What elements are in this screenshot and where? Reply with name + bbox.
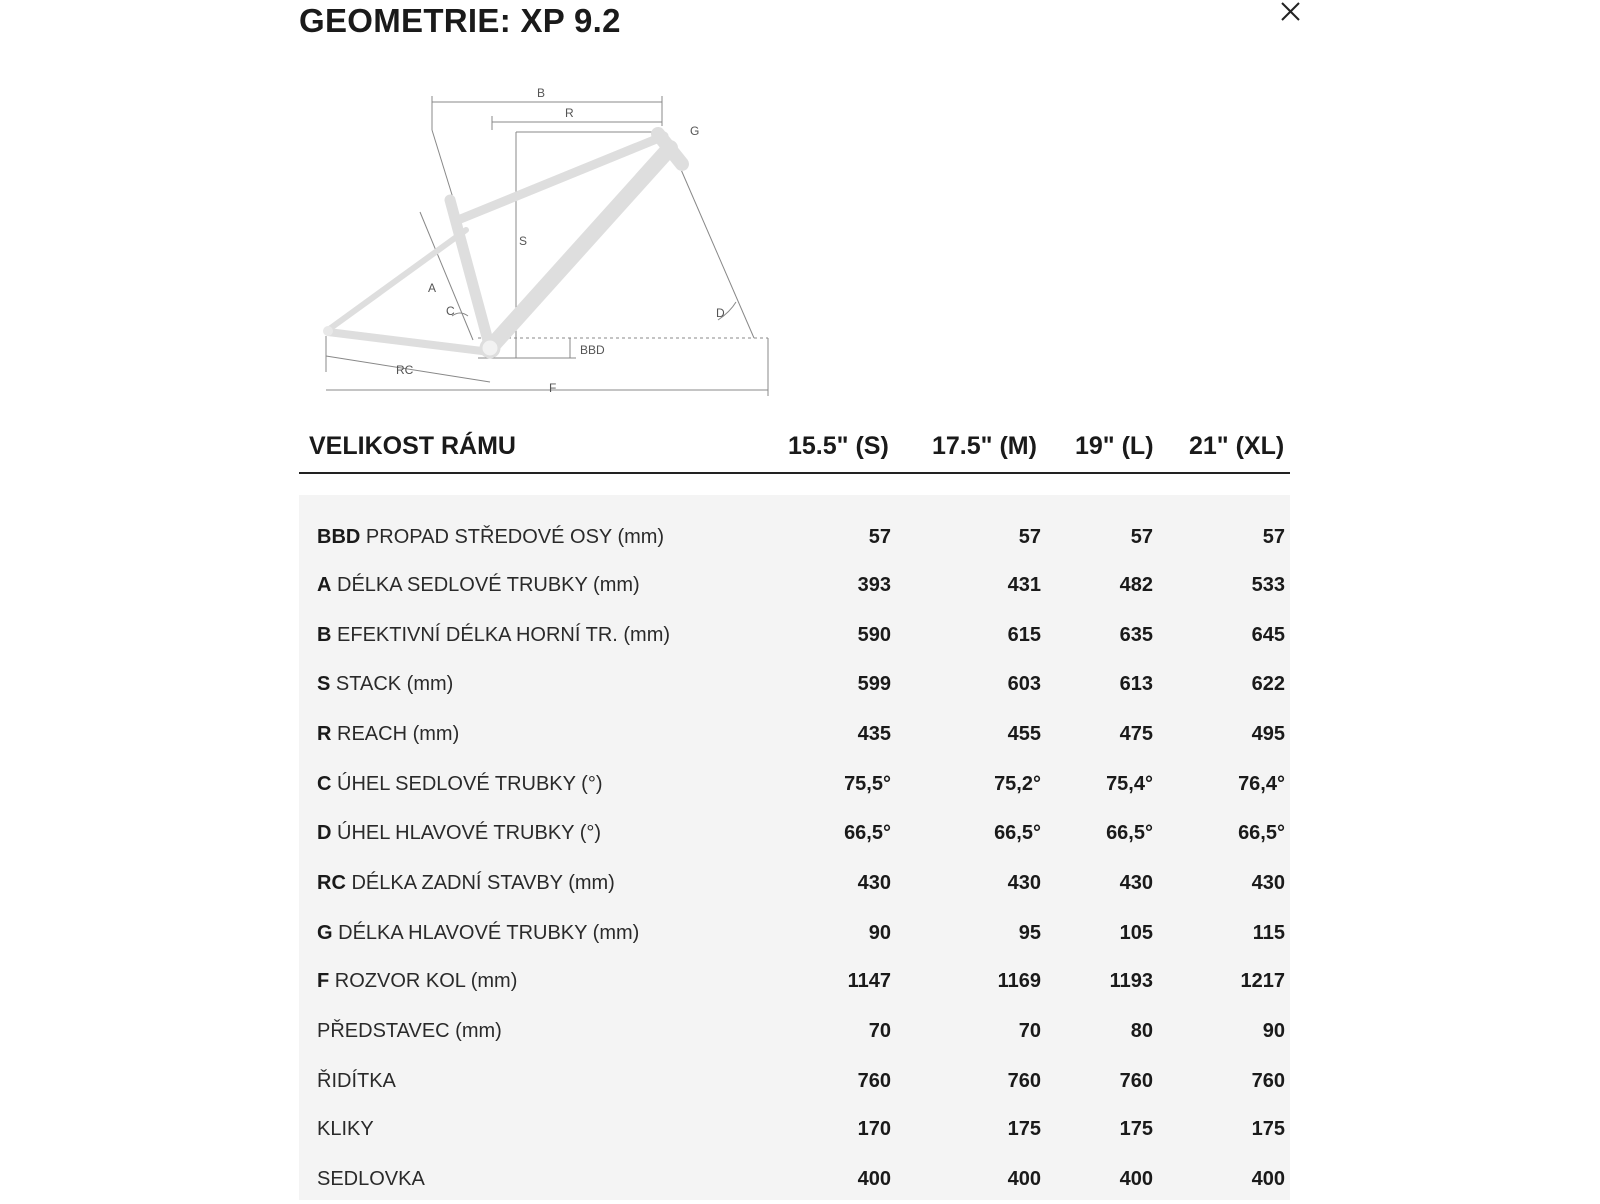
row-description: DÉLKA HLAVOVÉ TRUBKY (mm) <box>338 922 640 944</box>
row-label <box>317 574 640 597</box>
row-label <box>317 1020 502 1043</box>
value-xl: 760 <box>1251 1070 1285 1092</box>
value-xl: 645 <box>1251 624 1285 646</box>
value-l: 66,5° <box>1106 822 1153 844</box>
value-m: 95 <box>1018 922 1041 944</box>
row-code: C <box>317 773 332 795</box>
table-row <box>299 512 1290 562</box>
value-xl: 90 <box>1262 1020 1285 1042</box>
label-rc: RC <box>396 363 414 377</box>
size-header-xl: 21" (XL) <box>1189 432 1285 460</box>
value-l: 635 <box>1119 624 1153 646</box>
row-label <box>317 822 601 845</box>
value-m: 70 <box>1018 1020 1041 1042</box>
value-l: 482 <box>1119 574 1153 596</box>
row-label <box>317 1118 374 1141</box>
row-code: A <box>317 574 332 596</box>
row-description: STACK (mm) <box>335 673 454 695</box>
geometry-table-body <box>299 495 1290 1200</box>
value-xl: 495 <box>1251 723 1285 745</box>
row-label <box>317 773 603 796</box>
row-label <box>317 526 664 549</box>
value-m: 455 <box>1007 723 1041 745</box>
value-xl: 175 <box>1251 1118 1285 1140</box>
row-label <box>317 624 670 647</box>
value-m: 431 <box>1007 574 1041 596</box>
row-label <box>317 1070 396 1093</box>
row-description: DÉLKA ZADNÍ STAVBY (mm) <box>351 872 615 894</box>
row-code: BBD <box>317 526 361 548</box>
value-s: 90 <box>868 922 891 944</box>
close-button[interactable] <box>1279 0 1309 30</box>
value-xl: 1217 <box>1240 970 1285 992</box>
row-code: F <box>317 970 330 992</box>
table-row <box>299 610 1290 660</box>
row-description: ÚHEL SEDLOVÉ TRUBKY (°) <box>337 773 603 795</box>
row-description: ÚHEL HLAVOVÉ TRUBKY (°) <box>337 822 602 844</box>
frame-geometry-diagram <box>318 80 788 405</box>
label-f: F <box>549 381 557 395</box>
bottom-bracket <box>481 339 499 357</box>
value-l: 105 <box>1119 922 1153 944</box>
label-bbd: BBD <box>580 343 605 357</box>
page-title: GEOMETRIE: XP 9.2 <box>299 2 621 39</box>
row-description: REACH (mm) <box>337 723 460 745</box>
value-l: 175 <box>1119 1118 1153 1140</box>
value-xl: 400 <box>1251 1168 1285 1190</box>
label-r: R <box>565 106 574 120</box>
value-s: 400 <box>857 1168 891 1190</box>
value-l: 400 <box>1119 1168 1153 1190</box>
value-xl: 622 <box>1251 673 1285 695</box>
row-label <box>317 922 639 945</box>
value-l: 1193 <box>1109 970 1153 992</box>
value-l: 475 <box>1119 723 1153 745</box>
row-code: D <box>317 822 332 844</box>
value-xl: 115 <box>1252 922 1285 944</box>
value-xl: 533 <box>1251 574 1285 596</box>
value-s: 430 <box>857 872 891 894</box>
row-description: ŘIDÍTKA <box>317 1070 396 1092</box>
value-s: 57 <box>868 526 891 548</box>
dimension-lines <box>326 96 768 396</box>
close-icon <box>1279 0 1309 30</box>
label-s: S <box>519 234 528 248</box>
row-description: ROZVOR KOL (mm) <box>334 970 518 992</box>
label-a: A <box>428 281 437 295</box>
table-row <box>299 759 1290 809</box>
table-row <box>299 908 1290 958</box>
value-m: 430 <box>1007 872 1041 894</box>
row-description: DÉLKA SEDLOVÉ TRUBKY (mm) <box>337 574 640 596</box>
row-code: S <box>317 673 331 695</box>
label-b: B <box>537 86 546 100</box>
value-l: 57 <box>1130 526 1153 548</box>
value-m: 760 <box>1007 1070 1041 1092</box>
value-s: 599 <box>857 673 891 695</box>
row-description: EFEKTIVNÍ DÉLKA HORNÍ TR. (mm) <box>337 624 671 646</box>
value-m: 66,5° <box>994 822 1041 844</box>
size-table-header <box>299 422 1290 474</box>
value-l: 430 <box>1119 872 1153 894</box>
row-code: R <box>317 723 332 745</box>
value-s: 170 <box>857 1118 891 1140</box>
label-g: G <box>690 124 700 138</box>
row-description: SEDLOVKA <box>317 1168 425 1190</box>
size-header-m: 17.5" (M) <box>932 432 1037 460</box>
row-label <box>317 970 517 993</box>
row-description: PŘEDSTAVEC (mm) <box>317 1020 502 1042</box>
value-xl: 430 <box>1251 872 1285 894</box>
frame-tubes <box>328 134 682 352</box>
value-m: 1169 <box>997 970 1041 992</box>
value-xl: 76,4° <box>1238 773 1285 795</box>
row-label <box>317 673 453 696</box>
table-row <box>299 709 1290 759</box>
row-description: PROPAD STŘEDOVÉ OSY (mm) <box>365 526 665 548</box>
table-row <box>299 659 1290 709</box>
value-xl: 66,5° <box>1238 822 1285 844</box>
table-row <box>299 1154 1290 1204</box>
table-row <box>299 808 1290 858</box>
value-s: 75,5° <box>844 773 891 795</box>
value-l: 75,4° <box>1106 773 1153 795</box>
table-row <box>299 858 1290 908</box>
value-xl: 57 <box>1262 526 1285 548</box>
value-s: 393 <box>857 574 891 596</box>
size-header-l: 19" (L) <box>1075 432 1154 460</box>
table-row <box>299 1104 1290 1154</box>
table-row <box>299 956 1290 1006</box>
label-d: D <box>716 306 725 320</box>
table-row <box>299 1056 1290 1106</box>
value-l: 80 <box>1130 1020 1153 1042</box>
value-s: 1147 <box>847 970 891 992</box>
value-s: 590 <box>857 624 891 646</box>
rear-dropout <box>323 326 333 336</box>
value-l: 613 <box>1119 673 1153 695</box>
value-s: 760 <box>857 1070 891 1092</box>
row-description: KLIKY <box>317 1118 374 1140</box>
value-m: 400 <box>1007 1168 1041 1190</box>
value-s: 66,5° <box>844 822 891 844</box>
row-label <box>317 1168 425 1191</box>
row-code: RC <box>317 872 346 894</box>
size-header-s: 15.5" (S) <box>788 432 889 460</box>
row-code: G <box>317 922 333 944</box>
label-c: C <box>446 304 455 318</box>
value-s: 435 <box>857 723 891 745</box>
row-code: B <box>317 624 332 646</box>
value-m: 603 <box>1007 673 1041 695</box>
value-m: 175 <box>1007 1118 1041 1140</box>
value-l: 760 <box>1119 1070 1153 1092</box>
table-row <box>299 560 1290 610</box>
value-m: 75,2° <box>994 773 1041 795</box>
row-label <box>317 872 615 895</box>
row-label <box>317 723 459 746</box>
value-m: 615 <box>1007 624 1041 646</box>
frame-size-header: VELIKOST RÁMU <box>309 432 516 460</box>
value-m: 57 <box>1018 526 1041 548</box>
table-row <box>299 1006 1290 1056</box>
value-s: 70 <box>868 1020 891 1042</box>
